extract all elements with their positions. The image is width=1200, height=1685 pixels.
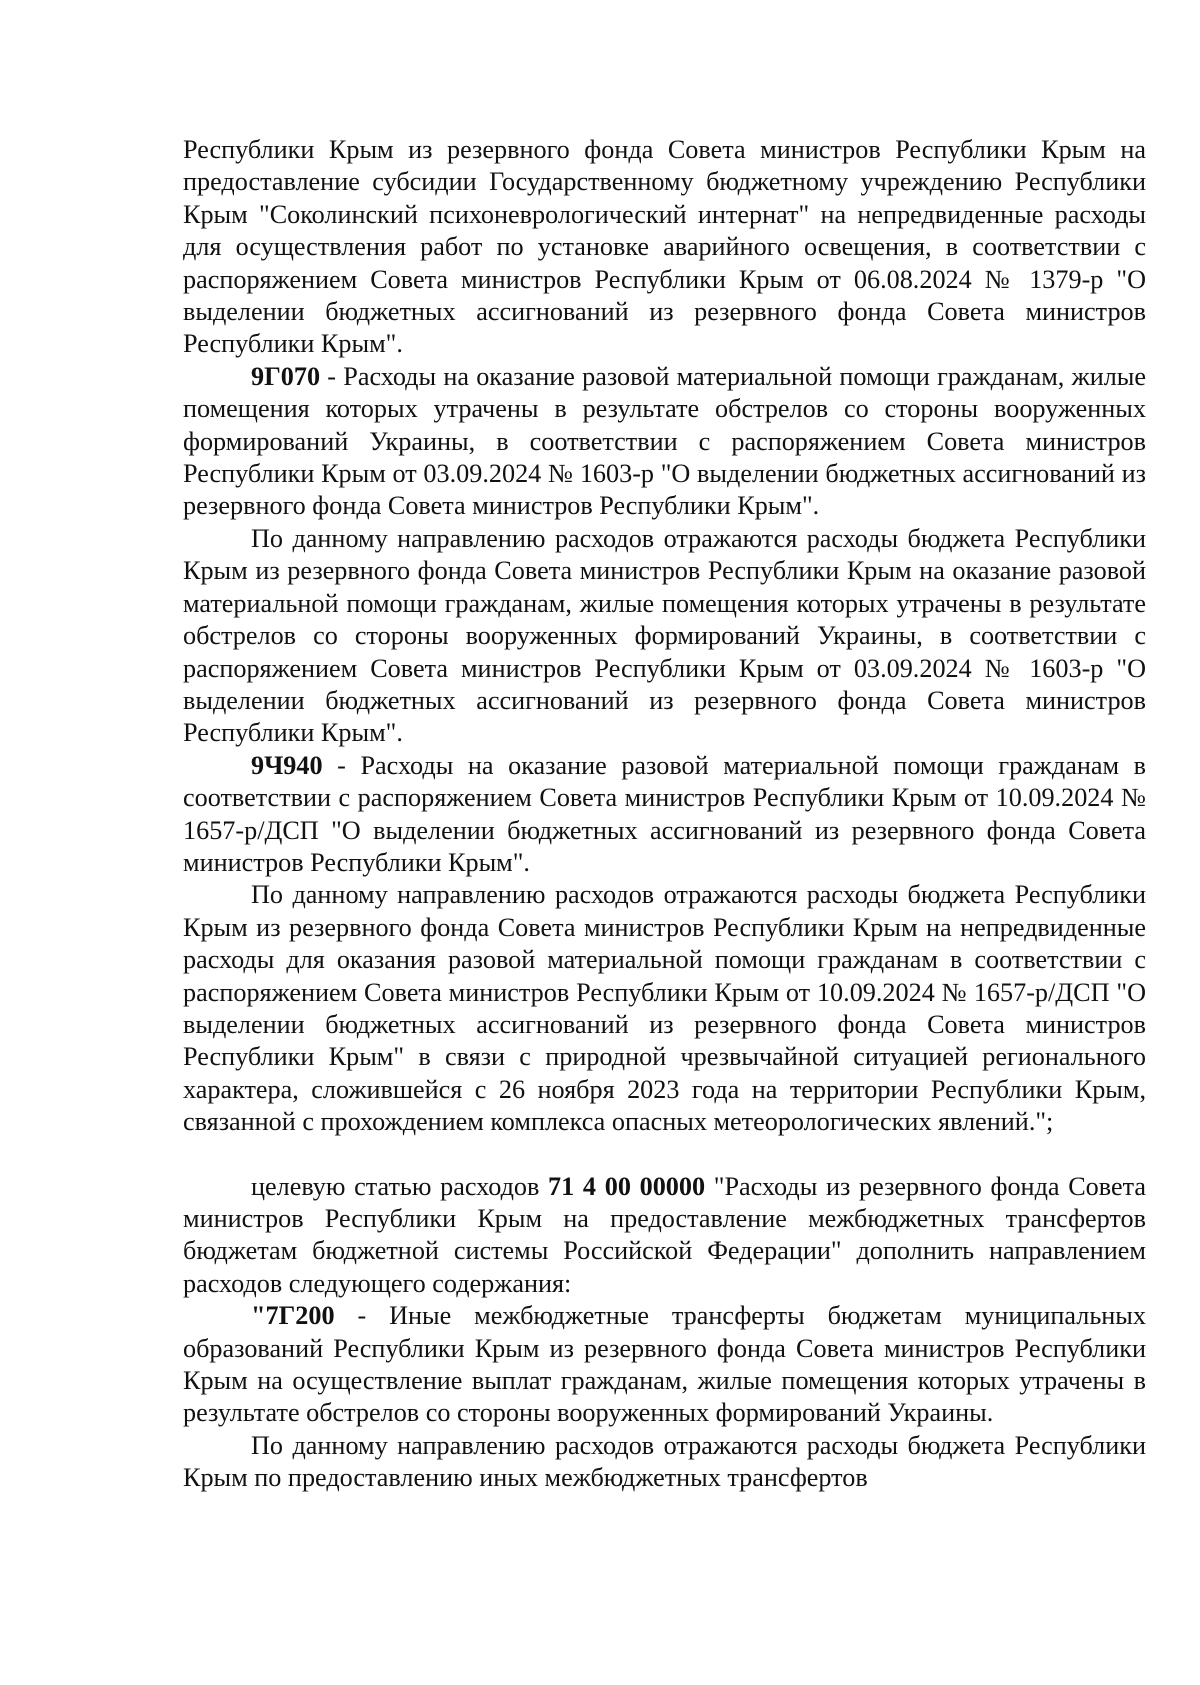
paragraph-target-article	[183, 1171, 1146, 1301]
paragraph-text: Республики Крым из резервного фонда Совета министров Республики Крым на предоставление субсидии Государственному бюджетному учреждению Республики Крым "Соколинский психоневрологический интернат" на непредвиденные расходы для осуществления работ по установке аварийного освещения, в соответствии с распоряжением Совета министров Республики Крым от 06.08.2024 № 1379-р "О выделении бюджетных ассигнований из резервного фонда Совета министров Республики Крым".	[183, 135, 1146, 359]
paragraph-text: "Расходы из резервного фонда Совета министров Республики Крым на предоставление межбюджетных трансфертов бюджетам бюджетной системы Российской Федерации" дополнить направлением расходов следующего содержания:	[183, 1171, 1146, 1298]
expense-code: 71 4 00 00000	[548, 1171, 706, 1201]
expense-code: 9Ч940	[251, 750, 323, 780]
paragraph-9g070-description	[183, 523, 1146, 750]
paragraph-prefix: "	[251, 1301, 266, 1331]
paragraph-text: По данному направлению расходов отражаются расходы бюджета Республики Крым по предоставлению иных межбюджетных трансфертов	[183, 1430, 1146, 1493]
paragraph-text: По данному направлению расходов отражаются расходы бюджета Республики Крым из резервного фонда Совета министров Республики Крым на оказание разовой материальной помощи гражданам, жилые помещения которых утрачены в результате обстрелов со стороны вооруженных формирований Украины, в соответствии с распоряжением Совета министров Республики Крым от 03.09.2024 № 1603-р "О выделении бюджетных ассигнований из резервного фонда Совета министров Республики Крым".	[183, 523, 1146, 748]
document-body	[183, 134, 1146, 1495]
paragraph-continuation	[183, 134, 1146, 361]
paragraph-text: По данному направлению расходов отражаются расходы бюджета Республики Крым из резервного фонда Совета министров Республики Крым на непредвиденные расходы для оказания разовой материальной помощи гражданам в соответствии с распоряжением Совета министров Республики Крым от 10.09.2024 № 1657-р/ДСП "О выделении бюджетных ассигнований из резервного фонда Совета министров Республики Крым" в связи с природной чрезвычайной ситуацией регионального характера, сложившейся с 26 ноября 2023 года на территории Республики Крым, связанной с прохождением комплекса опасных метеорологических явлений.";	[183, 880, 1146, 1137]
paragraph-9ch940	[183, 750, 1146, 880]
paragraph-text: - Расходы на оказание разовой материальной помощи гражданам, жилые помещения которых утрачены в результате обстрелов со стороны вооруженных формирований Украины, в соответствии с распоряжением Совета министров Республики Крым от 03.09.2024 № 1603-р "О выделении бюджетных ассигнований из резервного фонда Совета министров Республики Крым".	[183, 361, 1146, 521]
paragraph-7g200-description	[183, 1430, 1146, 1495]
paragraph-7g200	[183, 1300, 1146, 1430]
expense-code: 9Г070	[251, 361, 321, 391]
paragraph-text: - Иные межбюджетные трансферты бюджетам муниципальных образований Республики Крым из резервного фонда Совета министров Республики Крым на осуществление выплат гражданам, жилые помещения которых утрачены в результате обстрелов со стороны вооруженных формирований Украины.	[183, 1301, 1146, 1428]
paragraph-9ch940-description	[183, 879, 1146, 1138]
paragraph-prefix: целевую статью расходов	[251, 1171, 549, 1201]
expense-code: 7Г200	[265, 1301, 335, 1331]
paragraph-9g070	[183, 361, 1146, 523]
paragraph-text: - Расходы на оказание разовой материальной помощи гражданам в соответствии с распоряжением Совета министров Республики Крым от 10.09.2024 № 1657-р/ДСП "О выделении бюджетных ассигнований из резервного фонда Совета министров Республики Крым".	[183, 750, 1146, 877]
